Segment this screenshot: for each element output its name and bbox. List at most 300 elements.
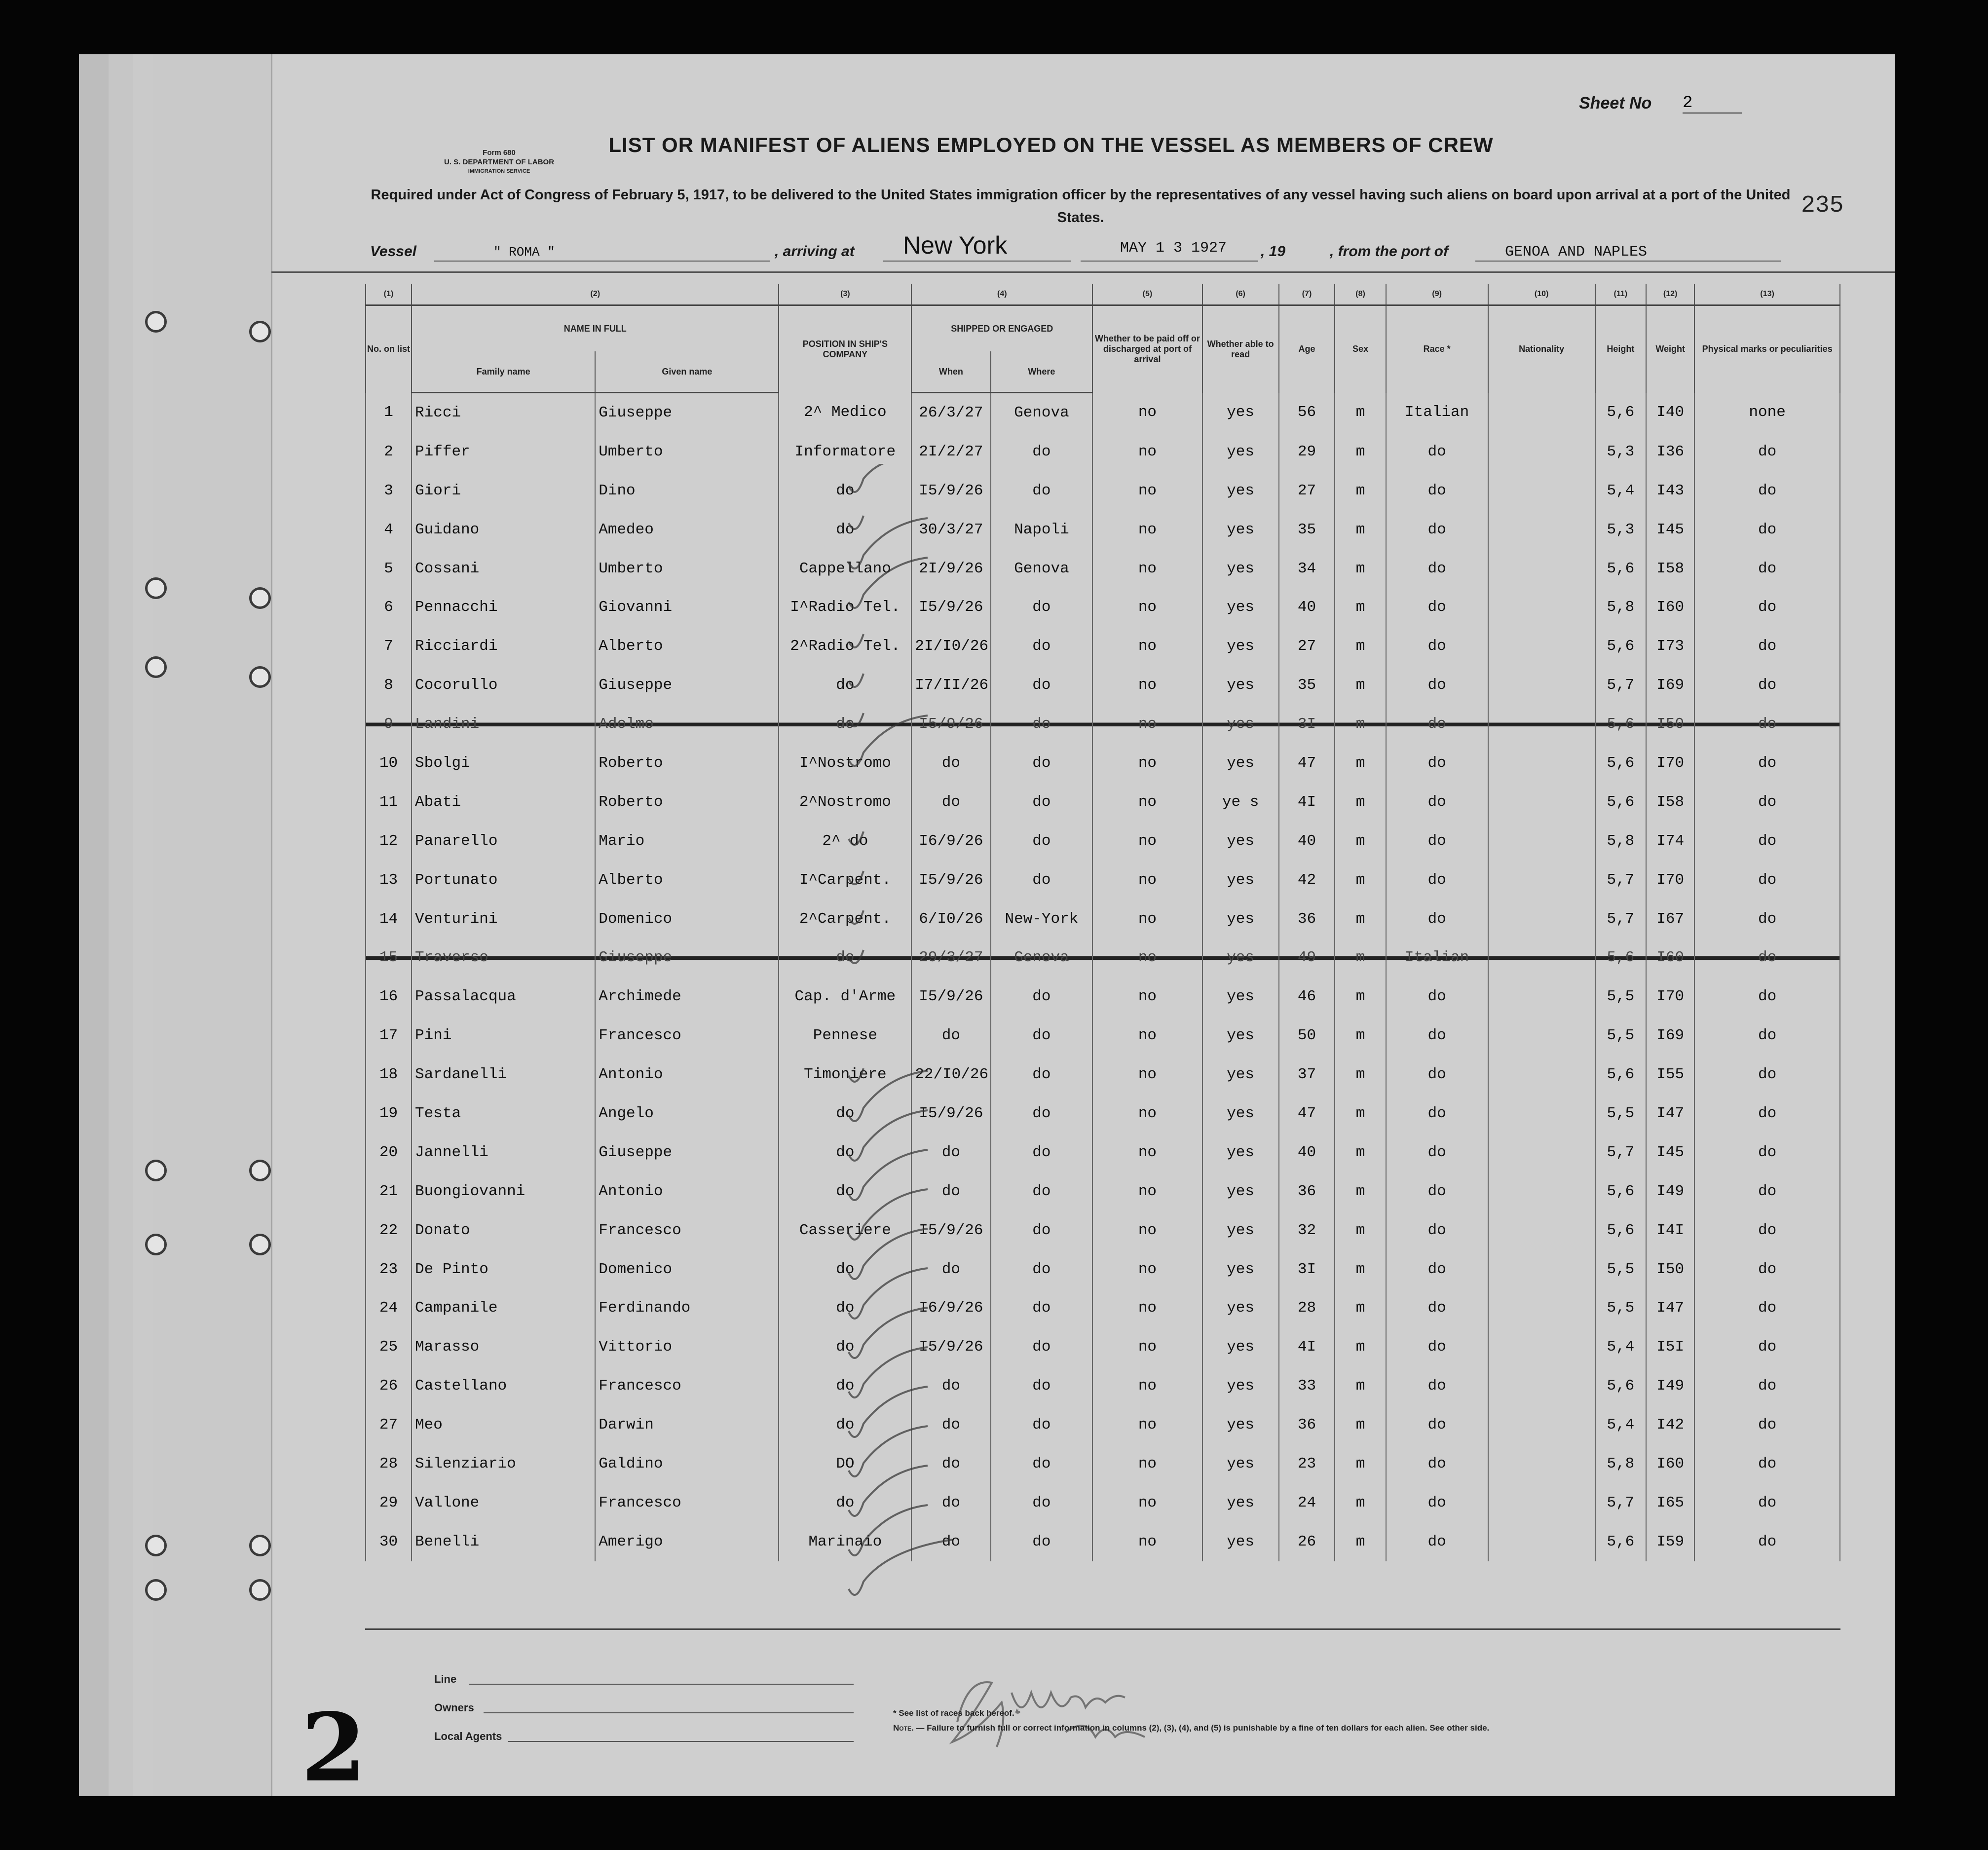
shipped-where-cell: do [991,1211,1093,1250]
able-to-read-cell: yes [1202,977,1279,1016]
table-row [366,393,1840,432]
binding-hole [145,577,167,599]
given-name-cell: Francesco [595,1366,779,1405]
race-cell: do [1386,1522,1488,1561]
position-cell: I^Radio Tel. [779,588,911,627]
given-name-cell: Mario [595,822,779,861]
nationality-cell [1488,822,1595,861]
weight-cell: I40 [1646,393,1694,432]
header-paid-off: Whether to be paid off or discharged at port of arrival [1092,305,1202,393]
age-cell: 42 [1279,861,1335,900]
race-cell: do [1386,861,1488,900]
shipped-where-cell: New-York [991,900,1093,939]
height-cell: 5,6 [1595,549,1646,588]
nationality-cell [1488,977,1595,1016]
binding-hole [249,1160,271,1181]
row-number: 20 [366,1133,412,1172]
height-cell: 5,5 [1595,1250,1646,1289]
arriving-underline [883,261,1071,262]
weight-cell: I59 [1646,1522,1694,1561]
family-name-cell: Traverso [412,938,595,977]
age-cell: 36 [1279,1172,1335,1211]
given-name-cell: Francesco [595,1016,779,1055]
age-cell: 36 [1279,900,1335,939]
sex-cell: m [1335,1288,1386,1327]
family-name-cell: Cocorullo [412,666,595,705]
service-name: IMMIGRATION SERVICE [468,168,530,174]
shipped-when-cell: 2I/2/27 [911,432,990,471]
given-name-cell: Darwin [595,1405,779,1444]
column-number: (10) [1488,284,1595,305]
shipped-when-cell: do [911,744,990,783]
page-subtitle: Required under Act of Congress of February 5, 1917, to be delivered to the United States immigration officer by the representatives of any vessel having such aliens on board upon arrival at a port of the United States. [371,187,1791,226]
position-cell: Pennese [779,1016,911,1055]
shipped-where-cell: do [991,1133,1093,1172]
manifest-page [79,54,1895,1796]
position-cell: do [779,1133,911,1172]
from-port-underline [1475,261,1781,262]
paid-off-cell: no [1092,822,1202,861]
race-cell: do [1386,1444,1488,1483]
from-port: GENOA AND NAPLES [1505,244,1648,261]
nationality-cell [1488,1444,1595,1483]
able-to-read-cell: yes [1202,744,1279,783]
weight-cell: I74 [1646,822,1694,861]
binding-hole [145,1160,167,1181]
shipped-when-cell: 2I/I0/26 [911,627,990,666]
physical-marks-cell: do [1694,1444,1840,1483]
paid-off-cell: no [1092,1522,1202,1561]
column-number: (6) [1202,284,1279,305]
weight-cell: I58 [1646,549,1694,588]
table-row [366,1366,1840,1405]
given-name-cell: Antonio [595,1055,779,1094]
shipped-where-cell: do [991,1094,1093,1133]
binding-hole [145,1234,167,1255]
column-number: (12) [1646,284,1694,305]
able-to-read-cell: yes [1202,1444,1279,1483]
sex-cell: m [1335,1522,1386,1561]
arriving-label: , arriving at [775,243,855,260]
height-cell: 5,7 [1595,666,1646,705]
sex-cell: m [1335,705,1386,744]
owners-underline [484,1712,854,1713]
vessel-name: " ROMA " [493,245,555,260]
crew-manifest-table [365,284,1840,1561]
paid-off-cell: no [1092,432,1202,471]
header-weight: Weight [1646,305,1694,393]
shipped-when-cell: do [911,1016,990,1055]
paid-off-cell: no [1092,977,1202,1016]
position-cell: 2^Nostromo [779,783,911,822]
physical-marks-cell: do [1694,705,1840,744]
row-number: 14 [366,900,412,939]
sex-cell: m [1335,1327,1386,1366]
able-to-read-cell: yes [1202,705,1279,744]
sex-cell: m [1335,1094,1386,1133]
shipped-when-cell: 29/3/27 [911,938,990,977]
able-to-read-cell: yes [1202,1483,1279,1522]
race-cell: do [1386,1288,1488,1327]
row-number: 19 [366,1094,412,1133]
sex-cell: m [1335,1016,1386,1055]
paid-off-cell: no [1092,510,1202,549]
shipped-when-cell: do [911,1444,990,1483]
family-name-cell: Jannelli [412,1133,595,1172]
weight-cell: I73 [1646,627,1694,666]
race-cell: do [1386,1133,1488,1172]
given-name-cell: Antonio [595,1172,779,1211]
row-number: 10 [366,744,412,783]
position-cell: do [779,1172,911,1211]
binding-hole [249,321,271,342]
family-name-cell: Sbolgi [412,744,595,783]
year-label: , 19 [1261,243,1286,260]
line-label: Line [434,1673,457,1685]
height-cell: 5,6 [1595,938,1646,977]
form-number: Form 680 [483,149,516,157]
race-cell: do [1386,1055,1488,1094]
arrival-date: MAY 1 3 1927 [1120,240,1227,257]
row-number: 26 [366,1366,412,1405]
position-cell: do [779,510,911,549]
given-name-cell: Alberto [595,861,779,900]
nationality-cell [1488,705,1595,744]
row-number: 17 [366,1016,412,1055]
position-cell: Cappellano [779,549,911,588]
age-cell: 29 [1279,432,1335,471]
height-cell: 5,7 [1595,861,1646,900]
penalty-note [893,1723,1831,1733]
sex-cell: m [1335,822,1386,861]
sex-cell: m [1335,938,1386,977]
age-cell: 4I [1279,783,1335,822]
family-name-cell: Pennacchi [412,588,595,627]
able-to-read-cell: yes [1202,822,1279,861]
physical-marks-cell: do [1694,1055,1840,1094]
given-name-cell: Amerigo [595,1522,779,1561]
vessel-underline [434,261,770,262]
table-row [366,1094,1840,1133]
binding-hole [249,1579,271,1601]
weight-cell: I60 [1646,1444,1694,1483]
physical-marks-cell: do [1694,1172,1840,1211]
race-cell: do [1386,1405,1488,1444]
given-name-cell: Domenico [595,900,779,939]
binding-hole [145,1535,167,1556]
shipped-where-cell: do [991,588,1093,627]
shipped-when-cell: I5/9/26 [911,1327,990,1366]
weight-cell: I67 [1646,900,1694,939]
table-row [366,783,1840,822]
column-number: (4) [911,284,1092,305]
header-row [366,305,1840,352]
shipped-where-cell: Napoli [991,510,1093,549]
able-to-read-cell: yes [1202,666,1279,705]
shipped-when-cell: I5/9/26 [911,861,990,900]
shipped-where-cell: do [991,432,1093,471]
race-cell: do [1386,471,1488,510]
shipped-when-cell: I6/9/26 [911,1288,990,1327]
height-cell: 5,6 [1595,627,1646,666]
position-cell: Informatore [779,432,911,471]
shipped-when-cell: do [911,1522,990,1561]
position-cell: 2^Carpent. [779,900,911,939]
family-name-cell: De Pinto [412,1250,595,1289]
nationality-cell [1488,393,1595,432]
height-cell: 5,5 [1595,977,1646,1016]
header-height: Height [1595,305,1646,393]
position-cell: do [779,705,911,744]
position-cell: DO [779,1444,911,1483]
header-physical-marks: Physical marks or peculiarities [1694,305,1840,393]
nationality-cell [1488,510,1595,549]
shipped-when-cell: I5/9/26 [911,588,990,627]
shipped-where-cell: do [991,822,1093,861]
race-cell: do [1386,1211,1488,1250]
weight-cell: I70 [1646,744,1694,783]
physical-marks-cell: do [1694,471,1840,510]
nationality-cell [1488,1327,1595,1366]
column-number: (13) [1694,284,1840,305]
shipped-where-cell: Genova [991,938,1093,977]
shipped-when-cell: do [911,1366,990,1405]
given-name-cell: Francesco [595,1211,779,1250]
paid-off-cell: no [1092,1405,1202,1444]
races-note: * See list of races back hereof. [893,1708,1014,1718]
position-cell: 2^ do [779,822,911,861]
family-name-cell: Silenziario [412,1444,595,1483]
able-to-read-cell: yes [1202,1211,1279,1250]
age-cell: 47 [1279,1094,1335,1133]
weight-cell: I69 [1646,666,1694,705]
position-cell: I^Nostromo [779,744,911,783]
sex-cell: m [1335,1250,1386,1289]
weight-cell: I50 [1646,1250,1694,1289]
family-name-cell: Castellano [412,1366,595,1405]
height-cell: 5,5 [1595,1094,1646,1133]
paid-off-cell: no [1092,549,1202,588]
binding-hole [145,311,167,333]
nationality-cell [1488,1288,1595,1327]
able-to-read-cell: yes [1202,1055,1279,1094]
paid-off-cell: no [1092,744,1202,783]
sex-cell: m [1335,744,1386,783]
sex-cell: m [1335,1366,1386,1405]
row-number: 8 [366,666,412,705]
race-cell: do [1386,1327,1488,1366]
able-to-read-cell: yes [1202,1366,1279,1405]
table-row [366,588,1840,627]
table-row [366,1522,1840,1561]
position-cell: do [779,1483,911,1522]
position-cell: do [779,1405,911,1444]
paid-off-cell: no [1092,1250,1202,1289]
weight-cell: I45 [1646,1133,1694,1172]
nationality-cell [1488,1094,1595,1133]
table-row [366,1133,1840,1172]
position-cell: do [779,1327,911,1366]
shipped-when-cell: I5/9/26 [911,705,990,744]
table-row [366,822,1840,861]
sex-cell: m [1335,861,1386,900]
weight-cell: I43 [1646,471,1694,510]
sex-cell: m [1335,510,1386,549]
age-cell: 35 [1279,510,1335,549]
weight-cell: I70 [1646,861,1694,900]
sex-cell: m [1335,1483,1386,1522]
race-cell: do [1386,1250,1488,1289]
physical-marks-cell: do [1694,1366,1840,1405]
race-cell: do [1386,1172,1488,1211]
given-name-cell: Roberto [595,744,779,783]
age-cell: 4I [1279,1327,1335,1366]
given-name-cell: Dino [595,471,779,510]
nationality-cell [1488,627,1595,666]
height-cell: 5,7 [1595,900,1646,939]
race-cell: do [1386,432,1488,471]
nationality-cell [1488,1016,1595,1055]
weight-cell: I65 [1646,1483,1694,1522]
height-cell: 5,6 [1595,705,1646,744]
able-to-read-cell: yes [1202,588,1279,627]
able-to-read-cell: yes [1202,1522,1279,1561]
row-number: 21 [366,1172,412,1211]
table-row [366,510,1840,549]
paid-off-cell: no [1092,1327,1202,1366]
able-to-read-cell: yes [1202,1172,1279,1211]
family-name-cell: Ricci [412,393,595,432]
able-to-read-cell: yes [1202,1094,1279,1133]
weight-cell: I49 [1646,1172,1694,1211]
row-number: 29 [366,1483,412,1522]
family-name-cell: Sardanelli [412,1055,595,1094]
table-row [366,705,1840,744]
height-cell: 5,7 [1595,1483,1646,1522]
given-name-cell: Ferdinando [595,1288,779,1327]
weight-cell: I55 [1646,1055,1694,1094]
binding-strip [109,54,135,1796]
age-cell: 37 [1279,1055,1335,1094]
nationality-cell [1488,744,1595,783]
table-row [366,744,1840,783]
row-number: 30 [366,1522,412,1561]
shipped-when-cell: do [911,783,990,822]
nationality-cell [1488,1172,1595,1211]
nationality-cell [1488,1366,1595,1405]
date-underline [1081,261,1258,262]
shipped-when-cell: I5/9/26 [911,471,990,510]
row-number: 9 [366,705,412,744]
department-name: U. S. DEPARTMENT OF LABOR [444,158,555,166]
position-cell: do [779,1094,911,1133]
paid-off-cell: no [1092,1055,1202,1094]
sex-cell: m [1335,977,1386,1016]
sheet-number: 2 [1683,94,1742,113]
row-number: 25 [366,1327,412,1366]
nationality-cell [1488,471,1595,510]
race-cell: do [1386,1094,1488,1133]
given-name-cell: Angelo [595,1094,779,1133]
shipped-where-cell: do [991,1522,1093,1561]
row-number: 16 [366,977,412,1016]
height-cell: 5,4 [1595,471,1646,510]
page-stamp-number: 235 [1801,192,1844,219]
sex-cell: m [1335,666,1386,705]
nationality-cell [1488,588,1595,627]
family-name-cell: Donato [412,1211,595,1250]
given-name-cell: Galdino [595,1444,779,1483]
weight-cell: I69 [1646,1016,1694,1055]
age-cell: 40 [1279,822,1335,861]
physical-marks-cell: do [1694,549,1840,588]
table-row [366,666,1840,705]
able-to-read-cell: yes [1202,1288,1279,1327]
given-name-cell: Vittorio [595,1327,779,1366]
age-cell: 56 [1279,393,1335,432]
table-row [366,432,1840,471]
race-cell: do [1386,588,1488,627]
paid-off-cell: no [1092,393,1202,432]
table-row [366,1444,1840,1483]
shipped-where-cell: do [991,1172,1093,1211]
given-name-cell: Giuseppe [595,938,779,977]
sex-cell: m [1335,1133,1386,1172]
physical-marks-cell: do [1694,432,1840,471]
height-cell: 5,4 [1595,1405,1646,1444]
paid-off-cell: no [1092,1483,1202,1522]
shipped-where-cell: Genova [991,393,1093,432]
column-number: (5) [1092,284,1202,305]
shipped-where-cell: do [991,1250,1093,1289]
shipped-where-cell: do [991,744,1093,783]
height-cell: 5,5 [1595,1288,1646,1327]
race-cell: do [1386,1483,1488,1522]
shipped-where-cell: do [991,705,1093,744]
race-cell: do [1386,783,1488,822]
shipped-where-cell: do [991,1366,1093,1405]
paid-off-cell: no [1092,666,1202,705]
given-name-cell: Umberto [595,432,779,471]
table-row [366,1327,1840,1366]
nationality-cell [1488,1211,1595,1250]
able-to-read-cell: yes [1202,510,1279,549]
paid-off-cell: no [1092,1288,1202,1327]
family-name-cell: Giori [412,471,595,510]
race-cell: do [1386,510,1488,549]
table-row [366,471,1840,510]
weight-cell: I60 [1646,938,1694,977]
height-cell: 5,4 [1595,1327,1646,1366]
able-to-read-cell: yes [1202,938,1279,977]
able-to-read-cell: ye s [1202,783,1279,822]
shipped-when-cell: do [911,1405,990,1444]
row-number: 15 [366,938,412,977]
paid-off-cell: no [1092,900,1202,939]
binding-hole [145,656,167,678]
row-number: 7 [366,627,412,666]
paid-off-cell: no [1092,783,1202,822]
table-row [366,900,1840,939]
shipped-where-cell: do [991,1444,1093,1483]
sex-cell: m [1335,1444,1386,1483]
able-to-read-cell: yes [1202,861,1279,900]
given-name-cell: Domenico [595,1250,779,1289]
age-cell: 23 [1279,1444,1335,1483]
sex-cell: m [1335,1172,1386,1211]
paid-off-cell: no [1092,1016,1202,1055]
physical-marks-cell: do [1694,1327,1840,1366]
